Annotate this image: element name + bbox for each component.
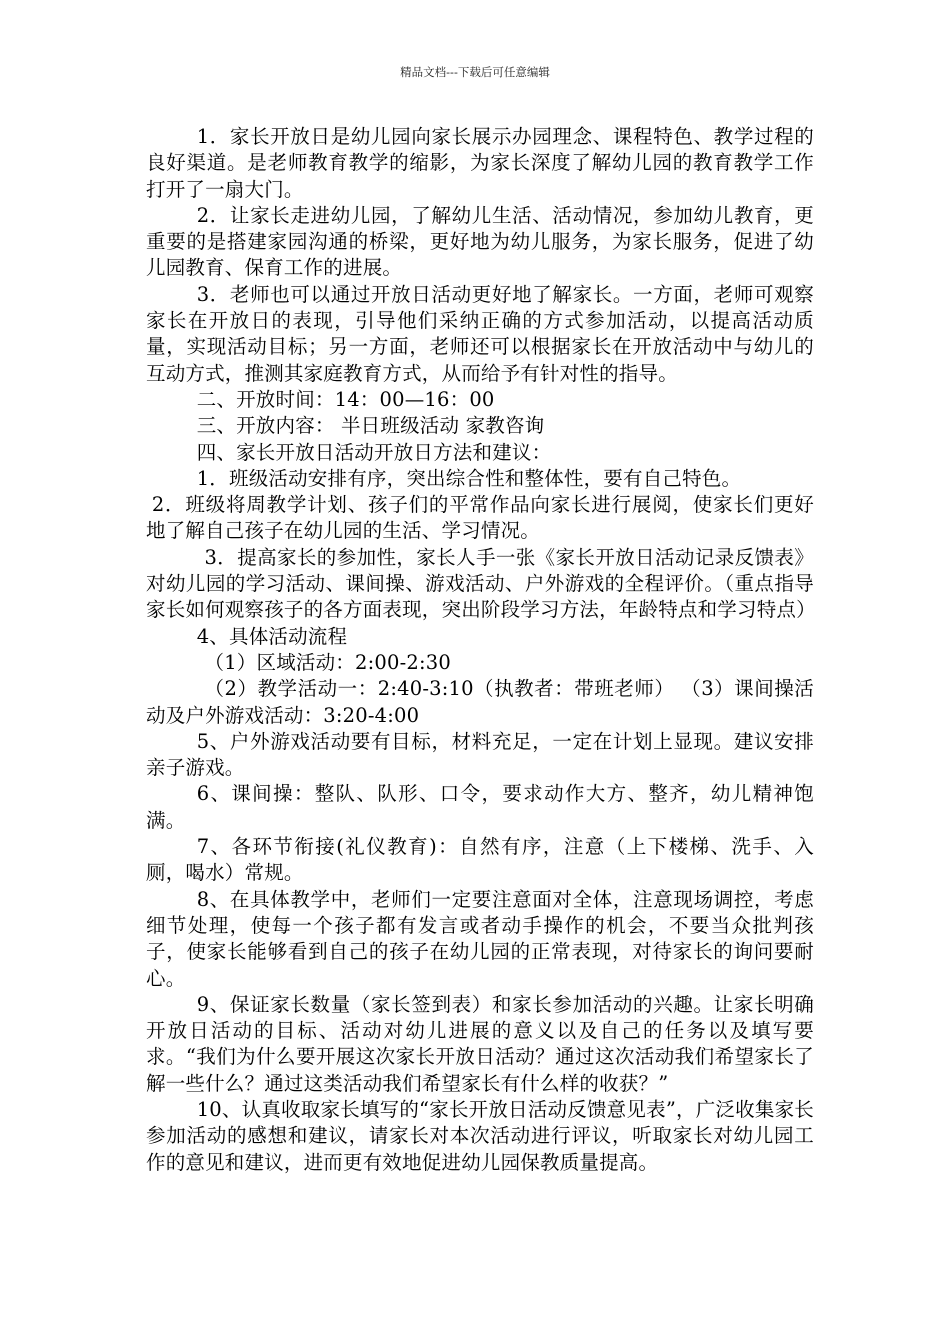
schedule-item-2-3: （2）教学活动一：2:40-3:10（执教者：带班老师） （3）课间操活动及户外游戏活动：3:20-4:00 — [146, 677, 814, 727]
paragraph-purpose-3: 3．老师也可以通过开放日活动更好地了解家长。一方面，老师可观察家长在开放日的表现，引导他们采纳正确的方式参加活动，以提高活动质量，实现活动目标；另一方面，老师还可以根据家长在开放活动中与幼儿的互动方式，推测其家庭教育方式，从而给予有针对性的指导。 — [146, 282, 814, 385]
paragraph-purpose-1: 1．家长开放日是幼儿园向家长展示办园理念、课程特色、教学过程的良好渠道。是老师教育教学的缩影，为家长深度了解幼儿园的教育教学工作打开了一扇大门。 — [146, 125, 814, 201]
page-header: 精品文档---下载后可任意编辑 — [400, 65, 550, 79]
paragraph-method-8: 8、在具体教学中，老师们一定要注意面对全体，注意现场调控，考虑细节处理，使每一个孩子都有发言或者动手操作的机会，不要当众批判孩子，使家长能够看到自己的孩子在幼儿园的正常表现，对待家长的询问要耐心。 — [146, 887, 814, 990]
section-open-content: 三、开放内容： 半日班级活动 家教咨询 — [196, 414, 545, 438]
paragraph-method-9: 9、保证家长数量（家长签到表）和家长参加活动的兴趣。让家长明确开放日活动的目标、活动对幼儿进展的意义以及自己的任务以及填写要求。“我们为什么要开展这次家长开放日活动？通过这次活动我们希望家长了解一些什么？通过这类活动我们希望家长有什么样的收获？” — [146, 992, 814, 1095]
section-methods-heading: 四、家长开放日活动开放日方法和建议： — [196, 440, 552, 464]
paragraph-purpose-2: 2．让家长走进幼儿园，了解幼儿生活、活动情况，参加幼儿教育，更重要的是搭建家园沟通的桥梁，更好地为幼儿服务，为家长服务，促进了幼儿园教育、保育工作的进展。 — [146, 203, 814, 280]
paragraph-method-6: 6、课间操：整队、队形、口令，要求动作大方、整齐，幼儿精神饱满。 — [146, 782, 814, 832]
paragraph-method-1: 1．班级活动安排有序，突出综合性和整体性，要有自己特色。 — [196, 466, 742, 490]
document-body — [146, 124, 814, 1176]
paragraph-method-10: 10、认真收取家长填写的“家长开放日活动反馈意见表”，广泛收集家长参加活动的感想和建议，请家长对本次活动进行评议，听取家长对幼儿园工作的意见和建议，进而更有效地促进幼儿园保教质量提高。 — [146, 1097, 814, 1174]
paragraph-method-4-heading: 4、具体活动流程 — [196, 624, 348, 648]
section-open-time: 二、开放时间：14：00—16：00 — [196, 387, 495, 411]
paragraph-method-7: 7、各环节衔接(礼仪教育)：自然有序，注意（上下楼梯、洗手、入厕，喝水）常规。 — [146, 835, 814, 885]
schedule-item-1: （1）区域活动：2:00-2:30 — [204, 650, 451, 674]
paragraph-method-2: 2．班级将周教学计划、孩子们的平常作品向家长进行展阅，使家长们更好地了解自己孩子在幼儿园的生活、学习情况。 — [146, 493, 814, 543]
paragraph-method-5: 5、户外游戏活动要有目标，材料充足，一定在计划上显现。建议安排亲子游戏。 — [146, 729, 814, 780]
paragraph-method-3: 3．提高家长的参加性，家长人手一张《家长开放日活动记录反馈表》对幼儿园的学习活动、课间操、游戏活动、户外游戏的全程评价。（重点指导家长如何观察孩子的各方面表现，突出阶段学习方法，年龄特点和学习特点） — [146, 545, 816, 622]
